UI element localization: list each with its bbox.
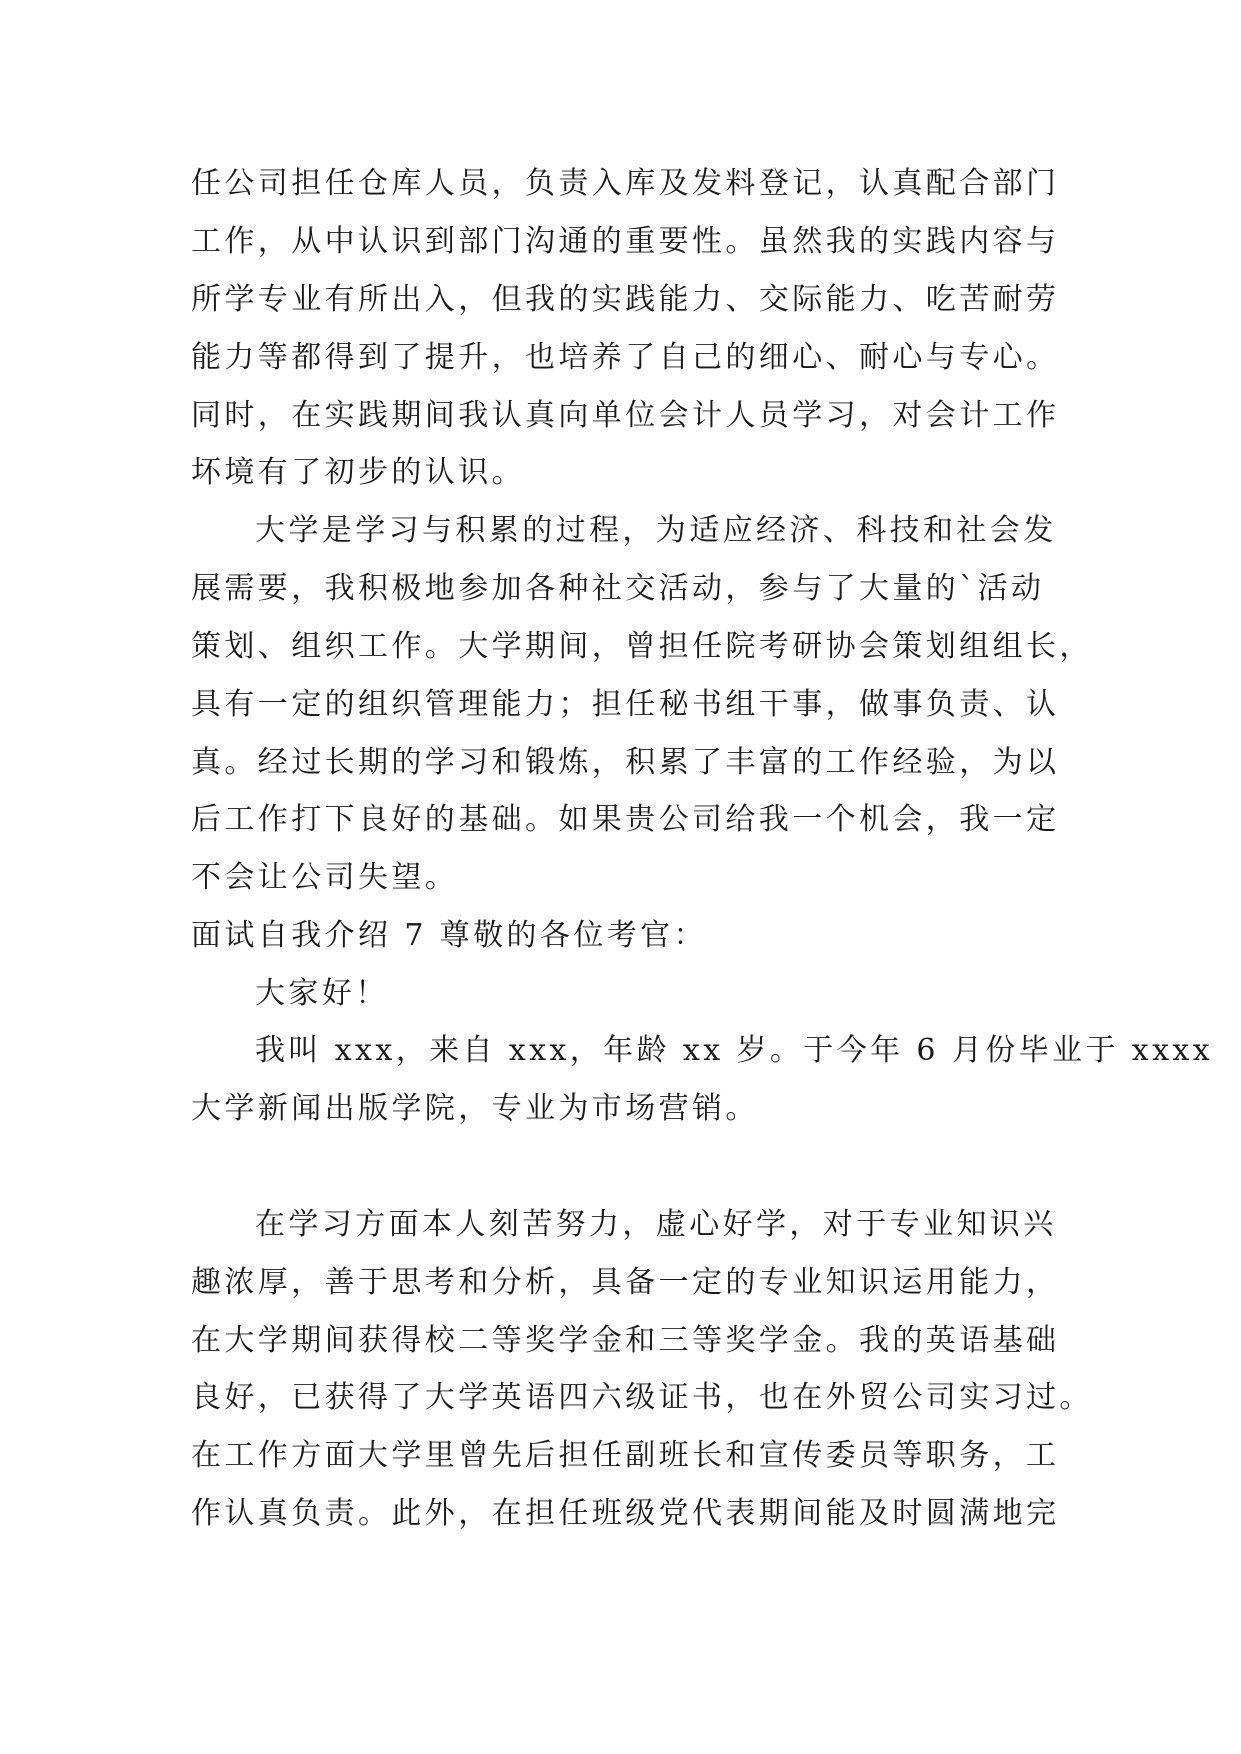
text-line: 大学是学习与积累的过程，为适应经济、科技和社会发 [255, 513, 1057, 548]
text-line: 所学专业有所出入，但我的实践能力、交际能力、吃苦耐劳 [191, 282, 1060, 317]
text-line: 任公司担任仓库人员，负责入库及发料登记，认真配合部门 [191, 166, 1060, 201]
text-line: 同时，在实践期间我认真向单位会计人员学习，对会计工作 [191, 398, 1060, 433]
text-line: 作认真负责。此外，在担任班级党代表期间能及时圆满地完 [191, 1496, 1060, 1531]
text-line: 在大学期间获得校二等奖学金和三等奖学金。我的英语基础 [191, 1323, 1060, 1358]
text-line: 具有一定的组织管理能力；担任秘书组干事，做事负责、认 [191, 687, 1060, 722]
greeting-line: 大家好！ [255, 976, 389, 1011]
text-line: 趣浓厚，善于思考和分析，具备一定的专业知识运用能力， [191, 1265, 1060, 1300]
section-heading: 面试自我介绍 7 尊敬的各位考官： [191, 918, 707, 953]
text-line: 大学新闻出版学院，专业为市场营销。 [191, 1091, 759, 1126]
text-line: 我叫 xxx，来自 xxx，年龄 xx 岁。于今年 6 月份毕业于 xxxx [255, 1033, 1214, 1068]
text-line: 工作，从中认识到部门沟通的重要性。虽然我的实践内容与 [191, 224, 1060, 259]
text-line: 良好，已获得了大学英语四六级证书，也在外贸公司实习过。 [191, 1380, 1093, 1415]
text-line: 展需要，我积极地参加各种社交活动，参与了大量的`活动 [191, 571, 1045, 606]
text-line: 真。经过长期的学习和锻炼，积累了丰富的工作经验，为以 [191, 745, 1060, 780]
text-line: 不会让公司失望。 [191, 860, 459, 895]
text-line: 在工作方面大学里曾先后担任副班长和宣传委员等职务，工 [191, 1438, 1060, 1473]
text-line: 在学习方面本人刻苦努力，虚心好学，对于专业知识兴 [255, 1207, 1057, 1242]
text-line: 后工作打下良好的基础。如果贵公司给我一个机会，我一定 [191, 802, 1060, 837]
text-line: 能力等都得到了提升，也培养了自己的细心、耐心与专心。 [191, 340, 1060, 375]
text-line: 策划、组织工作。大学期间，曾担任院考研协会策划组组长， [191, 629, 1093, 664]
text-line: 坏境有了初步的认识。 [191, 455, 525, 490]
